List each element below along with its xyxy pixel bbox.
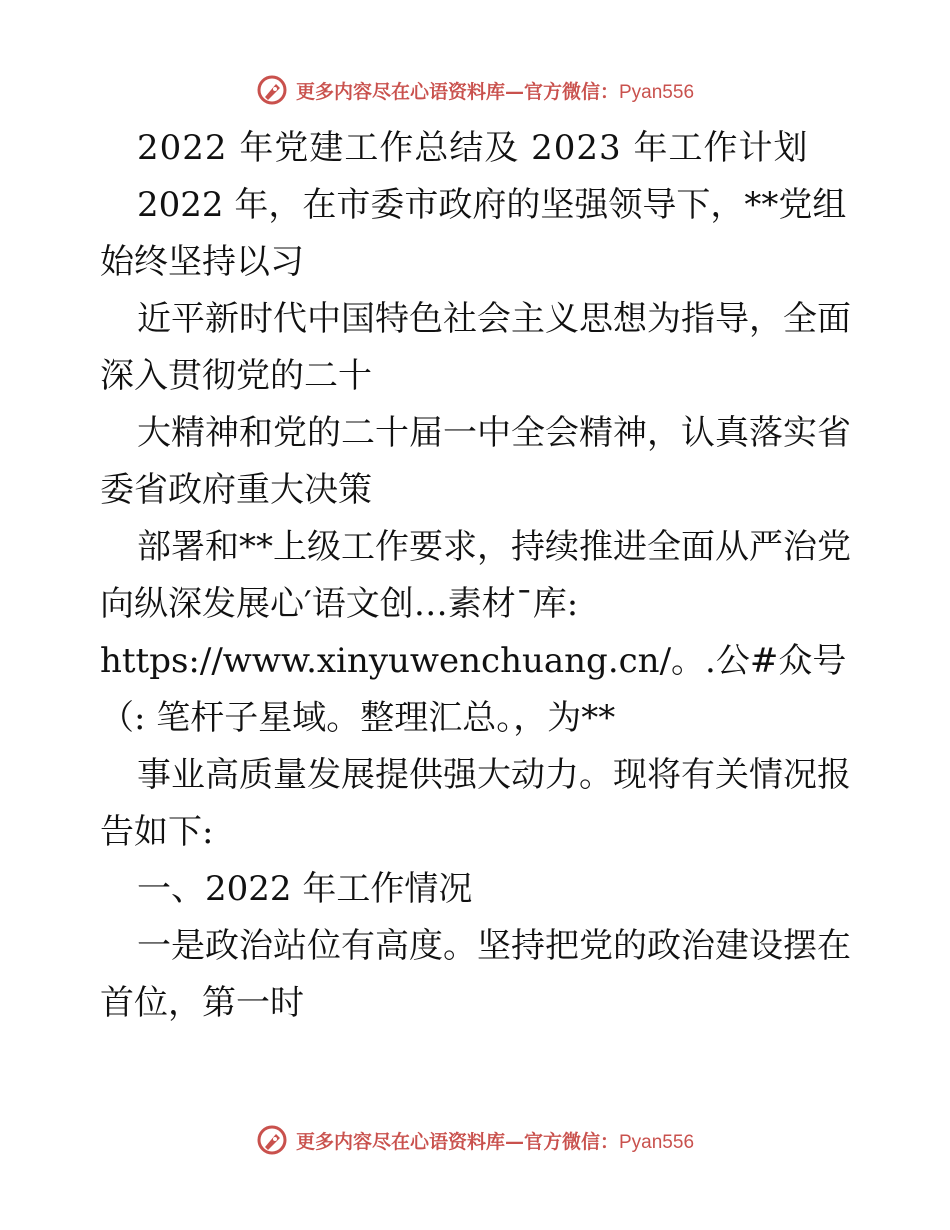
section-heading: 一、2022 年工作情况 (137, 869, 473, 909)
pen-nib-logo-icon (256, 74, 288, 106)
banner-handle: Pyan556 (619, 81, 695, 103)
paragraph-2: 近平新时代中国特色社会主义思想为指导，全面深入贯彻党的二十 (100, 299, 851, 396)
paragraph-4: 部署和**上级工作要求，持续推进全面从严治党向纵深发展心′语文创…素材¯库: https://www.xinyuwenchuang.cn/。.公#众号（: 笔杆子星域。整理汇总。，为** (100, 527, 851, 738)
document-body (100, 120, 860, 1032)
pen-nib-logo-icon (256, 1124, 288, 1156)
banner-text-top (296, 77, 694, 104)
paragraph-6: 一是政治站位有高度。坚持把党的政治建设摆在首位，第一时 (100, 926, 851, 1023)
watermark-banner-bottom[interactable] (0, 1120, 950, 1160)
banner-label: 更多内容尽在心语资料库—官方微信： (295, 80, 619, 103)
paragraph-3: 大精神和党的二十届一中全会精神，认真落实省委省政府重大决策 (100, 413, 851, 510)
paragraph-5: 事业高质量发展提供强大动力。现将有关情况报告如下: (100, 755, 851, 852)
document-title: 2022 年党建工作总结及 2023 年工作计划 (137, 128, 809, 168)
banner-handle: Pyan556 (619, 1131, 695, 1153)
banner-label: 更多内容尽在心语资料库—官方微信： (295, 1130, 619, 1153)
paragraph-1: 2022 年，在市委市政府的坚强领导下，**党组始终坚持以习 (100, 185, 847, 282)
watermark-banner-top[interactable] (0, 70, 950, 110)
banner-text-bottom (296, 1127, 694, 1154)
